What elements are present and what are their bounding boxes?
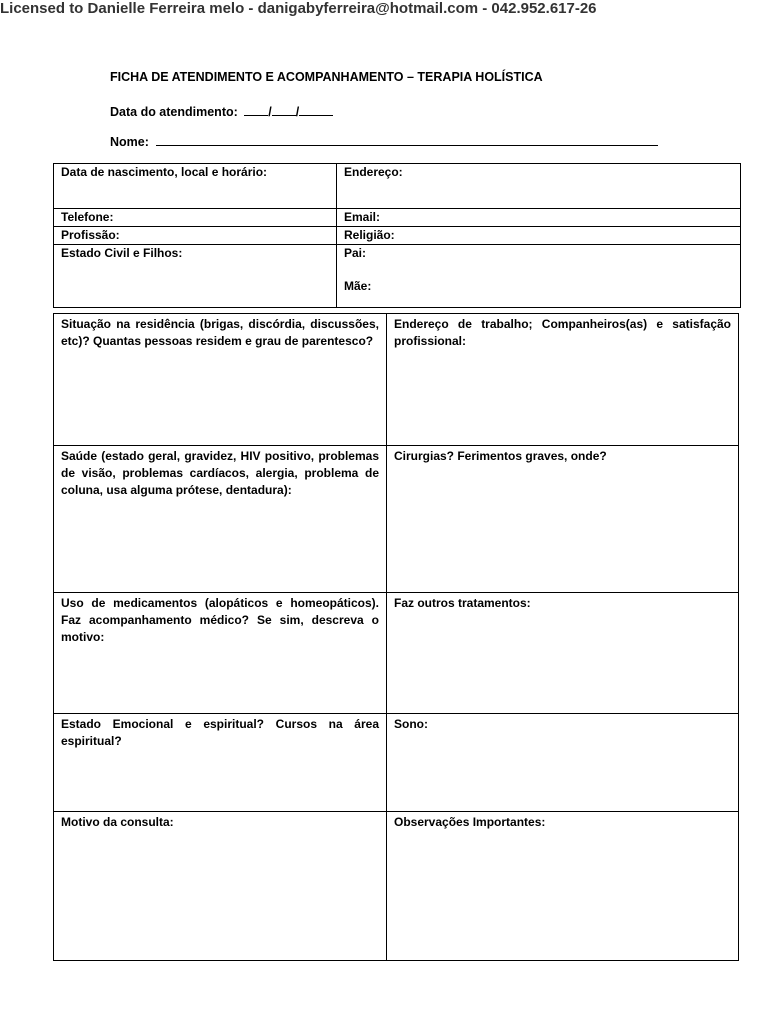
- history-table: [53, 313, 739, 961]
- surgery-cell[interactable]: [387, 446, 739, 593]
- work-cell[interactable]: [387, 314, 739, 446]
- license-watermark: Licensed to Danielle Ferreira melo - danigabyferreira@hotmail.com - 042.952.617-26: [0, 0, 597, 17]
- address-cell[interactable]: [337, 164, 741, 209]
- residence-cell[interactable]: [54, 314, 387, 446]
- birth-info-label: Data de nascimento, local e horário:: [61, 165, 268, 179]
- father-label: Pai:: [344, 246, 367, 260]
- email-cell[interactable]: [337, 209, 741, 227]
- surgery-label: Cirurgias? Ferimentos graves, onde?: [394, 449, 607, 463]
- emotional-label: Estado Emocional e espiritual? Cursos na área espiritual?: [61, 717, 379, 748]
- treatments-label: Faz outros tratamentos:: [394, 596, 531, 610]
- work-label: Endereço de trabalho; Companheiros(as) e satisfação profissional:: [394, 317, 731, 348]
- notes-cell[interactable]: [387, 812, 739, 961]
- health-label: Saúde (estado geral, gravidez, HIV positivo, problemas de visão, problemas cardíacos, alergia, problema de coluna, usa alguma prótese, dentadura):: [61, 449, 379, 497]
- profession-cell[interactable]: [54, 227, 337, 245]
- medication-label: Uso de medicamentos (alopáticos e homeopáticos). Faz acompanhamento médico? Se sim, descreva o motivo:: [61, 596, 379, 644]
- form-title: FICHA DE ATENDIMENTO E ACOMPANHAMENTO – TERAPIA HOLÍSTICA: [110, 70, 543, 84]
- name-field[interactable]: [110, 133, 658, 149]
- mother-label: Mãe:: [344, 279, 372, 293]
- profession-label: Profissão:: [61, 228, 120, 242]
- residence-label: Situação na residência (brigas, discórdia, discussões, etc)? Quantas pessoas residem e grau de parentesco?: [61, 317, 379, 348]
- treatments-cell[interactable]: [387, 593, 739, 714]
- sleep-label: Sono:: [394, 717, 428, 731]
- religion-label: Religião:: [344, 228, 395, 242]
- attendance-date-field[interactable]: Data do atendimento: / /: [110, 103, 333, 119]
- notes-label: Observações Importantes:: [394, 815, 546, 829]
- civil-status-cell[interactable]: [54, 245, 337, 308]
- email-label: Email:: [344, 210, 381, 224]
- address-label: Endereço:: [344, 165, 403, 179]
- birth-info-cell[interactable]: [54, 164, 337, 209]
- civil-status-label: Estado Civil e Filhos:: [61, 246, 183, 260]
- emotional-cell[interactable]: [54, 714, 387, 812]
- parents-cell[interactable]: [337, 245, 741, 308]
- religion-cell[interactable]: [337, 227, 741, 245]
- sleep-cell[interactable]: [387, 714, 739, 812]
- medication-cell[interactable]: [54, 593, 387, 714]
- name-blank[interactable]: [156, 133, 658, 146]
- attendance-date-label: Data do atendimento:: [110, 105, 238, 119]
- reason-cell[interactable]: [54, 812, 387, 961]
- health-cell[interactable]: [54, 446, 387, 593]
- name-label: Nome:: [110, 135, 149, 149]
- reason-label: Motivo da consulta:: [61, 815, 174, 829]
- date-year-blank[interactable]: [299, 103, 333, 116]
- phone-label: Telefone:: [61, 210, 114, 224]
- date-month-blank[interactable]: [272, 103, 296, 116]
- phone-cell[interactable]: [54, 209, 337, 227]
- date-day-blank[interactable]: [244, 103, 268, 116]
- personal-info-table: [53, 163, 741, 308]
